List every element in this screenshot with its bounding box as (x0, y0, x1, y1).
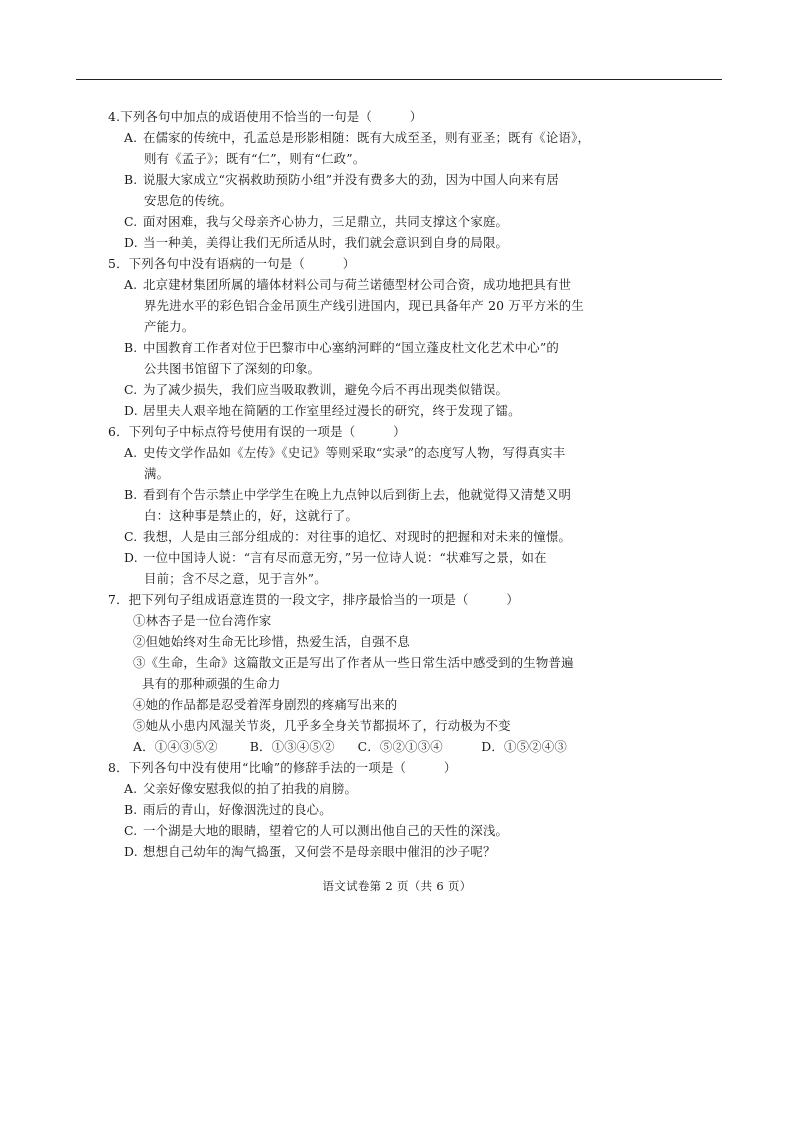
option-a: A. 父亲好像安慰我似的拍了拍我的肩膀。 (124, 781, 358, 796)
question-stem: 6．下列句子中标点符号使用有误的一项是（ ） (108, 424, 406, 439)
option-c: C. 为了减少损失，我们应当吸取教训，避免今后不再出现类似错误。 (124, 382, 509, 397)
sentence-item: ④她的作品都是忍受着浑身剧烈的疼痛写出来的 (133, 697, 398, 712)
option-b: B. 看到有个告示禁止中学学生在晚上九点钟以后到街上去，他就觉得又清楚又明 (124, 487, 572, 502)
option-d-cont: 目前；含不尽之意，见于言外”。 (144, 571, 327, 586)
option-b-cont: 安思危的传统。 (144, 193, 233, 208)
option-a: A. 在儒家的传统中，孔孟总是形影相随：既有大成至圣，则有亚圣；既有《论语》， (124, 130, 591, 145)
question-8 (108, 757, 598, 862)
sentence-item-cont: 具有的那种顽强的生命力 (142, 676, 281, 691)
option-d: D. 一位中国诗人说：“言有尽而意无穷，”另一位诗人说：“状难写之景，如在 (124, 550, 547, 565)
option-c: C. 面对困难，我与父母亲齐心协力，三足鼎立，共同支撑这个家庭。 (124, 214, 509, 229)
sentence-item: ②但她始终对生命无比珍惜，热爱生活，自强不息 (133, 634, 410, 649)
answer-choices (108, 736, 598, 757)
question-6 (108, 421, 598, 589)
choice-c: C．⑤②①③④ (357, 739, 443, 754)
question-stem: 8．下列各句中没有使用“比喻”的修辞手法的一项是（ ） (108, 760, 457, 775)
option-a-cont: 则有《孟子》；既有“仁”，则有“仁政”。 (144, 151, 366, 166)
option-b: B. 说服大家成立“灾祸救助预防小组”并没有费多大的劲，因为中国人向来有居 (124, 172, 559, 187)
question-7 (108, 589, 598, 757)
option-d: D. 当一种美，美得让我们无所适从时，我们就会意识到自身的局限。 (124, 235, 509, 250)
option-a: A. 北京建材集团所属的墙体材料公司与荷兰诺德型材公司合资，成功地把具有世 (124, 277, 572, 292)
question-5 (108, 253, 598, 421)
sentence-item: ⑤她从小患内风湿关节炎，几乎多全身关节都损坏了，行动极为不变 (133, 718, 511, 733)
choice-a: A．①④③⑤② (133, 739, 218, 754)
option-d: D. 想想自己幼年的淘气捣蛋，又何尝不是母亲眼中催泪的沙子呢？ (124, 844, 496, 859)
option-b-cont: 公共图书馆留下了深刻的印象。 (144, 361, 321, 376)
option-a-cont: 产能力。 (144, 319, 195, 334)
option-b-cont: 白：这种事是禁止的，好，这就行了。 (144, 508, 359, 523)
exam-content (108, 106, 598, 862)
page-footer: 语文试卷第 2 页（共 6 页） (322, 879, 472, 893)
sentence-item: ③《生命，生命》这篇散文正是写出了作者从一些日常生活中感受到的生物普遍 (133, 655, 574, 670)
option-a-cont: 界先进水平的彩色铝合金吊顶生产线引进国内，现已具备年产 20 万平方米的生 (144, 298, 584, 313)
option-b: B. 中国教育工作者对位于巴黎市中心塞纳河畔的“国立蓬皮杜文化艺术中心”的 (124, 340, 559, 355)
option-a-cont: 满。 (144, 466, 170, 481)
option-b: B. 雨后的青山，好像洇洗过的良心。 (124, 802, 332, 817)
option-c: C. 一个湖是大地的眼睛，望着它的人可以测出他自己的天性的深浅。 (124, 823, 509, 838)
question-stem: 5．下列各句中没有语病的一句是（ ） (108, 256, 356, 271)
header-rule (76, 79, 722, 80)
option-c: C. 我想，人是由三部分组成的：对往事的追忆、对现时的把握和对未来的憧憬。 (124, 529, 572, 544)
option-a: A. 史传文学作品如《左传》《史记》等则采取“实录”的态度写人物，写得真实丰 (124, 445, 566, 460)
choice-b: B．①③④⑤② (249, 739, 335, 754)
option-d: D. 居里夫人艰辛地在简陋的工作室里经过漫长的研究，终于发现了镭。 (124, 403, 521, 418)
question-stem: 4.下列各句中加点的成语使用不恰当的一句是（ ） (108, 109, 423, 124)
question-4 (108, 106, 598, 253)
choice-d: D．①⑤②④③ (481, 739, 567, 754)
sentence-item: ①林杏子是一位台湾作家 (133, 613, 272, 628)
question-stem: 7．把下列句子组成语意连贯的一段文字，排序最恰当的一项是（ ） (108, 592, 519, 607)
